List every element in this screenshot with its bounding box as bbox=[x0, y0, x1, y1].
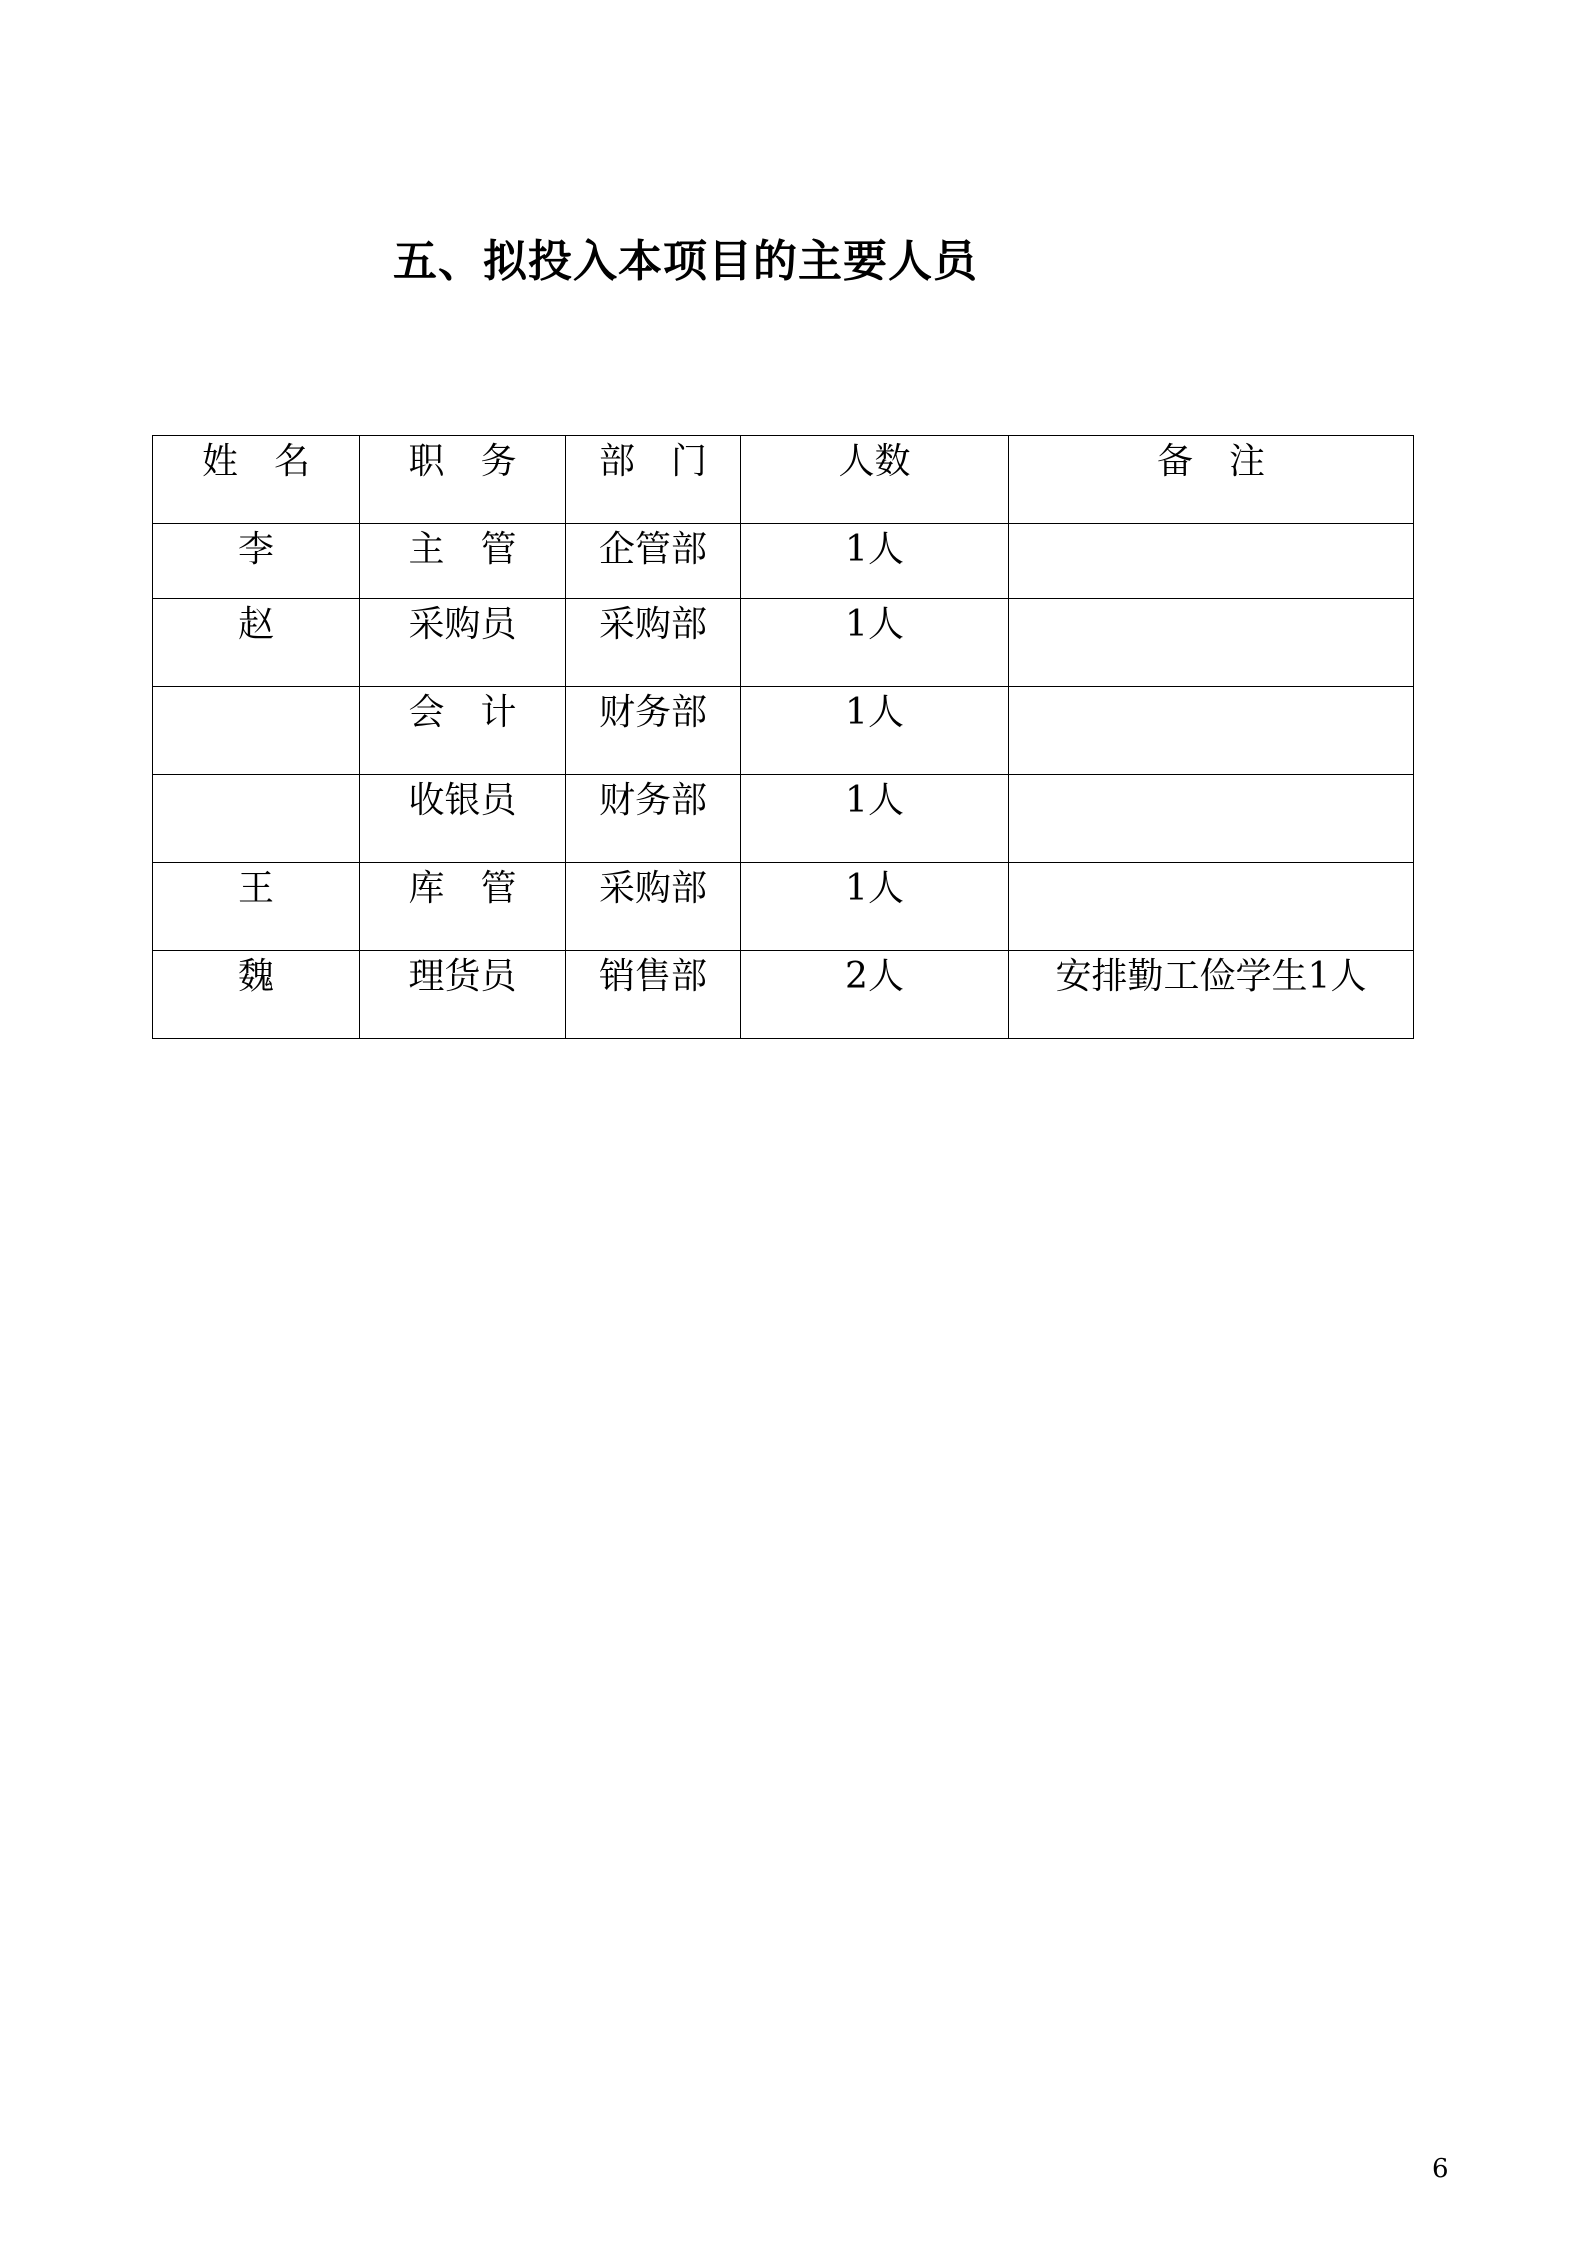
cell-department: 财务部 bbox=[566, 687, 741, 775]
cell-remarks: 安排勤工俭学生1人 bbox=[1009, 951, 1414, 1039]
cell-department: 财务部 bbox=[566, 775, 741, 863]
table-row bbox=[153, 524, 1414, 599]
cell-headcount: 1人 bbox=[741, 599, 1009, 687]
cell-department: 采购部 bbox=[566, 863, 741, 951]
cell-department: 企管部 bbox=[566, 524, 741, 599]
cell-position: 理货员 bbox=[360, 951, 566, 1039]
cell-position: 采购员 bbox=[360, 599, 566, 687]
header-position: 职 务 bbox=[360, 436, 566, 524]
table-row bbox=[153, 775, 1414, 863]
cell-name: 魏 bbox=[153, 951, 360, 1039]
page-title: 五、拟投入本项目的主要人员 bbox=[393, 236, 978, 287]
table-header-row bbox=[153, 436, 1414, 524]
cell-name bbox=[153, 687, 360, 775]
cell-position: 主 管 bbox=[360, 524, 566, 599]
header-headcount: 人数 bbox=[741, 436, 1009, 524]
cell-department: 采购部 bbox=[566, 599, 741, 687]
cell-department: 销售部 bbox=[566, 951, 741, 1039]
header-department: 部 门 bbox=[566, 436, 741, 524]
cell-name: 王 bbox=[153, 863, 360, 951]
cell-name: 赵 bbox=[153, 599, 360, 687]
cell-headcount: 2人 bbox=[741, 951, 1009, 1039]
table-row bbox=[153, 599, 1414, 687]
page-number: 6 bbox=[1432, 2154, 1449, 2184]
cell-remarks bbox=[1009, 524, 1414, 599]
table-row bbox=[153, 863, 1414, 951]
table-row bbox=[153, 951, 1414, 1039]
cell-headcount: 1人 bbox=[741, 863, 1009, 951]
table-row bbox=[153, 687, 1414, 775]
cell-headcount: 1人 bbox=[741, 775, 1009, 863]
cell-name: 李 bbox=[153, 524, 360, 599]
cell-position: 库 管 bbox=[360, 863, 566, 951]
staff-table bbox=[152, 435, 1414, 1039]
cell-remarks bbox=[1009, 599, 1414, 687]
cell-name bbox=[153, 775, 360, 863]
cell-remarks bbox=[1009, 687, 1414, 775]
cell-headcount: 1人 bbox=[741, 687, 1009, 775]
header-remarks: 备 注 bbox=[1009, 436, 1414, 524]
cell-headcount: 1人 bbox=[741, 524, 1009, 599]
cell-remarks bbox=[1009, 863, 1414, 951]
cell-position: 收银员 bbox=[360, 775, 566, 863]
cell-remarks bbox=[1009, 775, 1414, 863]
cell-position: 会 计 bbox=[360, 687, 566, 775]
header-name: 姓 名 bbox=[153, 436, 360, 524]
